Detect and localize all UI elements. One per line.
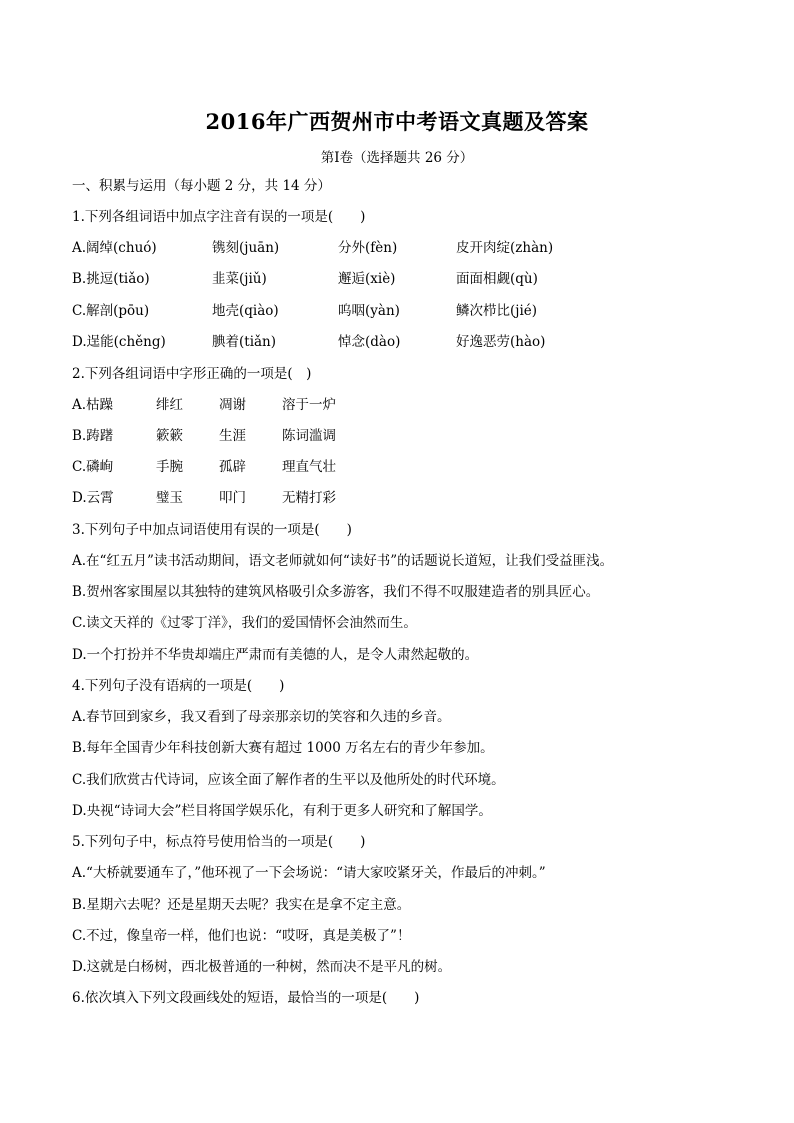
- question-4-option-d: D.央视“诗词大会”栏目将国学娱乐化，有利于更多人研究和了解国学。: [72, 803, 492, 819]
- option-item: 好逸恶劳(hào): [456, 334, 546, 350]
- exam-subtitle: 第Ⅰ卷（选择题共 26 分）: [320, 150, 474, 166]
- option-item: A.枯躁: [72, 397, 114, 413]
- question-3-stem: 3.下列句子中加点词语使用有误的一项是( ): [72, 522, 352, 538]
- question-1-stem: 1.下列各组词语中加点字注音有误的一项是( ): [72, 209, 366, 225]
- option-item: 地壳(qiào): [212, 303, 279, 319]
- option-item: 璧玉: [156, 490, 183, 506]
- option-item: 手腕: [156, 459, 183, 475]
- option-item: 悼念(dào): [338, 334, 401, 350]
- option-item: 无精打彩: [282, 490, 336, 506]
- option-item: D.逞能(chěng): [72, 334, 166, 350]
- option-item: 簌簌: [156, 428, 183, 444]
- question-3-option-d: D.一个打扮并不华贵却端庄严肃而有美德的人，是令人肃然起敬的。: [72, 647, 479, 663]
- option-item: 皮开肉绽(zhàn): [456, 240, 554, 256]
- section-heading: 一、积累与运用（每小题 2 分，共 14 分）: [72, 178, 331, 194]
- question-5-option-d: D.这就是白杨树，西北极普通的一种树，然而决不是平凡的树。: [72, 959, 452, 975]
- option-item: 溶于一炉: [282, 397, 336, 413]
- option-item: B.踌躇: [72, 428, 114, 444]
- option-item: 韭菜(jiǔ): [212, 271, 267, 287]
- question-4-option-a: A.春节回到家乡，我又看到了母亲那亲切的笑容和久违的乡音。: [72, 709, 451, 725]
- question-3-option-b: B.贺州客家围屋以其独特的建筑风格吸引众多游客，我们不得不叹服建造者的别具匠心。: [72, 584, 600, 600]
- option-item: 陈词滥调: [282, 428, 336, 444]
- exam-title: 2016年广西贺州市中考语文真题及答案: [205, 109, 589, 134]
- option-item: 面面相觑(qù): [456, 271, 538, 287]
- question-4-option-c: C.我们欣赏古代诗词，应该全面了解作者的生平以及他所处的时代环境。: [72, 772, 505, 788]
- option-item: 理直气壮: [282, 459, 336, 475]
- question-5-option-a: A.“大桥就要通车了，”他环视了一下会场说：“请大家咬紧牙关，作最后的冲刺。”: [72, 865, 546, 881]
- option-item: 凋谢: [219, 397, 246, 413]
- question-5-stem: 5.下列句子中，标点符号使用恰当的一项是( ): [72, 834, 366, 850]
- option-item: 生涯: [219, 428, 246, 444]
- option-item: 分外(fèn): [338, 240, 398, 256]
- option-item: 邂逅(xiè): [338, 271, 396, 287]
- option-item: B.挑逗(tiǎo): [72, 271, 150, 287]
- option-item: 镌刻(juān): [212, 240, 280, 256]
- option-item: 叩门: [219, 490, 246, 506]
- question-5-option-c: C.不过，像皇帝一样，他们也说：“哎呀，真是美极了”！: [72, 928, 411, 944]
- option-item: D.云霄: [72, 490, 114, 506]
- question-4-option-b: B.每年全国青少年科技创新大赛有超过 1000 万名左右的青少年参加。: [72, 740, 494, 756]
- option-item: A.阔绰(chuó): [72, 240, 157, 256]
- question-4-stem: 4.下列句子没有语病的一项是( ): [72, 678, 285, 694]
- option-item: 腆着(tiǎn): [212, 334, 277, 350]
- question-3-option-c: C.读文天祥的《过零丁洋》，我们的爱国情怀会油然而生。: [72, 615, 417, 631]
- option-item: 孤辟: [219, 459, 246, 475]
- option-item: 呜咽(yàn): [338, 303, 400, 319]
- question-3-option-a: A.在“红五月”读书活动期间，语文老师就如何“读好书”的话题说长道短，让我们受益匪浅。: [72, 553, 614, 569]
- option-item: C.磷峋: [72, 459, 114, 475]
- option-item: 绯红: [156, 397, 183, 413]
- question-6-stem: 6.依次填入下列文段画线处的短语，最恰当的一项是( ): [72, 990, 420, 1006]
- option-item: C.解剖(pōu): [72, 303, 150, 319]
- question-2-stem: 2.下列各组词语中字形正确的一项是( ): [72, 366, 312, 382]
- question-5-option-b: B.星期六去呢？还是星期天去呢？我实在是拿不定主意。: [72, 897, 411, 913]
- option-item: 鳞次栉比(jié): [456, 303, 538, 319]
